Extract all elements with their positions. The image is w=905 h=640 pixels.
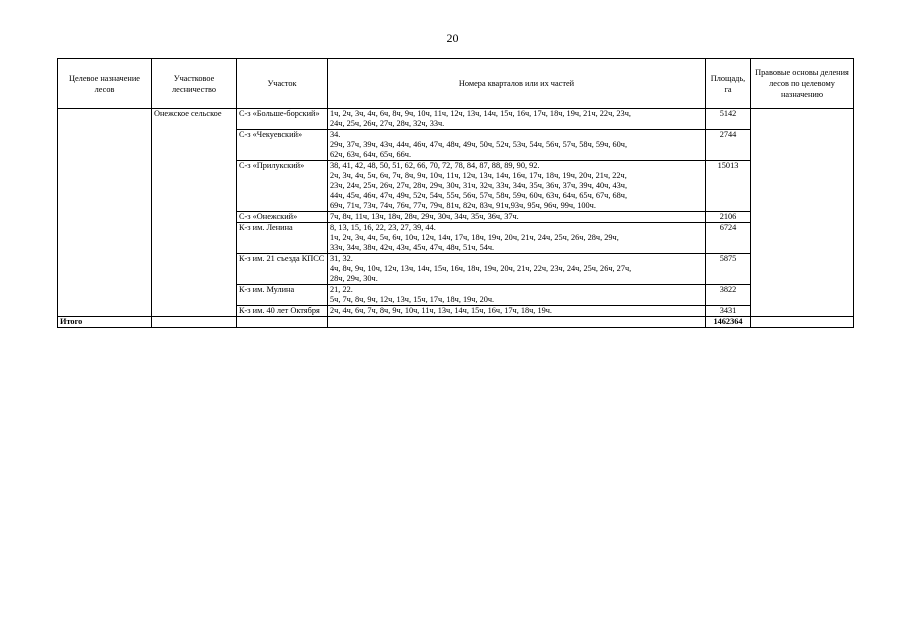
plot-cell: С-з «Больше-борский» xyxy=(237,109,328,130)
total-empty-cell xyxy=(751,317,854,328)
quarter-line: 34. xyxy=(330,130,341,139)
plot-cell: К-з им. Мулина xyxy=(237,285,328,306)
plot-cell: К-з им. Ленина xyxy=(237,223,328,254)
total-empty-cell xyxy=(328,317,706,328)
quarters-cell xyxy=(328,223,706,254)
quarters-cell xyxy=(328,285,706,306)
quarters-cell xyxy=(328,161,706,212)
quarter-line: 1ч, 2ч, 3ч, 4ч, 5ч, 6ч, 10ч, 12ч, 14ч, 17ч, 18ч, 19ч, 20ч, 21ч, 24ч, 25ч, 26ч, 28ч, 29ч, xyxy=(330,233,619,242)
header-district-forestry: Участковое лесничество xyxy=(152,59,237,109)
area-cell: 2106 xyxy=(706,212,751,223)
plot-cell: С-з «Онежский» xyxy=(237,212,328,223)
header-legal-basis: Правовые основы деления лесов по целевому назначению xyxy=(751,59,854,109)
forest-division-table xyxy=(57,58,854,328)
area-cell: 3822 xyxy=(706,285,751,306)
quarter-line: 7ч, 8ч, 11ч, 13ч, 18ч, 28ч, 29ч, 30ч, 34ч, 35ч, 36ч, 37ч. xyxy=(330,212,519,221)
page-number: 20 xyxy=(446,31,459,45)
quarter-line: 2ч, 3ч, 4ч, 5ч, 6ч, 7ч, 8ч, 9ч, 10ч, 11ч, 12ч, 13ч, 14ч, 16ч, 17ч, 18ч, 19ч, 20ч, 21ч, 22ч, xyxy=(330,171,627,180)
area-cell: 5875 xyxy=(706,254,751,285)
total-row xyxy=(58,317,854,328)
quarter-line: 8, 13, 15, 16, 22, 23, 27, 39, 44. xyxy=(330,223,436,232)
quarter-line: 4ч, 8ч, 9ч, 10ч, 12ч, 13ч, 14ч, 15ч, 16ч, 18ч, 19ч, 20ч, 21ч, 22ч, 23ч, 24ч, 25ч, 26ч, 27ч, xyxy=(330,264,632,273)
quarters-cell xyxy=(328,212,706,223)
header-plot: Участок xyxy=(237,59,328,109)
table-row xyxy=(58,109,854,130)
quarter-line: 28ч, 29ч, 30ч. xyxy=(330,274,378,283)
quarter-line: 23ч, 24ч, 25ч, 26ч, 27ч, 28ч, 29ч, 30ч, 31ч, 32ч, 33ч, 34ч, 35ч, 36ч, 37ч, 39ч, 40ч, 43ч, xyxy=(330,181,628,190)
total-area: 1462364 xyxy=(706,317,751,328)
header-quarters: Номера кварталов или их частей xyxy=(328,59,706,109)
header-purpose: Целевое назначение лесов xyxy=(58,59,152,109)
quarter-line: 24ч, 25ч, 26ч, 27ч, 28ч, 32ч, 33ч. xyxy=(330,119,445,128)
header-row xyxy=(58,59,854,109)
total-label: Итого xyxy=(58,317,152,328)
district-cell: Онежское сельское xyxy=(152,109,237,317)
area-cell: 15013 xyxy=(706,161,751,212)
plot-cell: С-з «Чекуевский» xyxy=(237,130,328,161)
purpose-cell xyxy=(58,109,152,317)
total-empty-cell xyxy=(152,317,237,328)
quarter-line: 44ч, 45ч, 46ч, 47ч, 49ч, 52ч, 54ч, 55ч, 56ч, 57ч, 58ч, 59ч, 60ч, 63ч, 64ч, 65ч, 67ч, 68ч, xyxy=(330,191,628,200)
quarter-line: 21, 22. xyxy=(330,285,353,294)
quarters-cell xyxy=(328,254,706,285)
quarter-line: 1ч, 2ч, 3ч, 4ч, 6ч, 8ч, 9ч, 10ч, 11ч, 12ч, 13ч, 14ч, 15ч, 16ч, 17ч, 18ч, 19ч, 21ч, 22ч, 23ч, xyxy=(330,109,631,118)
quarter-line: 38, 41, 42, 48, 50, 51, 62, 66, 70, 72, 78, 84, 87, 88, 89, 90, 92. xyxy=(330,161,540,170)
quarter-line: 33ч, 34ч, 38ч, 42ч, 43ч, 45ч, 47ч, 48ч, 51ч, 54ч. xyxy=(330,243,495,252)
quarters-cell xyxy=(328,130,706,161)
table-body xyxy=(58,109,854,328)
plot-cell: С-з «Прилукский» xyxy=(237,161,328,212)
quarter-line: 62ч, 63ч, 64ч, 65ч, 66ч. xyxy=(330,150,412,159)
area-cell: 6724 xyxy=(706,223,751,254)
quarters-cell xyxy=(328,306,706,317)
quarter-line: 31, 32. xyxy=(330,254,353,263)
quarter-line: 5ч, 7ч, 8ч, 9ч, 12ч, 13ч, 15ч, 17ч, 18ч, 19ч, 20ч. xyxy=(330,295,495,304)
area-cell: 2744 xyxy=(706,130,751,161)
quarter-line: 2ч, 4ч, 6ч, 7ч, 8ч, 9ч, 10ч, 11ч, 13ч, 14ч, 15ч, 16ч, 17ч, 18ч, 19ч. xyxy=(330,306,552,315)
total-empty-cell xyxy=(237,317,328,328)
area-cell: 3431 xyxy=(706,306,751,317)
plot-cell: К-з им. 21 съезда КПСС xyxy=(237,254,328,285)
header-area: Площадь, га xyxy=(706,59,751,109)
quarters-cell xyxy=(328,109,706,130)
quarter-line: 69ч, 71ч, 73ч, 74ч, 76ч, 77ч, 79ч, 81ч, 82ч, 83ч, 91ч,93ч, 95ч, 96ч, 99ч, 100ч. xyxy=(330,201,596,210)
legal-basis-cell xyxy=(751,109,854,317)
plot-cell: К-з им. 40 лет Октября xyxy=(237,306,328,317)
area-cell: 5142 xyxy=(706,109,751,130)
quarter-line: 29ч, 37ч, 39ч, 43ч, 44ч, 46ч, 47ч, 48ч, 49ч, 50ч, 52ч, 53ч, 54ч, 56ч, 57ч, 58ч, 59ч, 60ч, xyxy=(330,140,628,149)
